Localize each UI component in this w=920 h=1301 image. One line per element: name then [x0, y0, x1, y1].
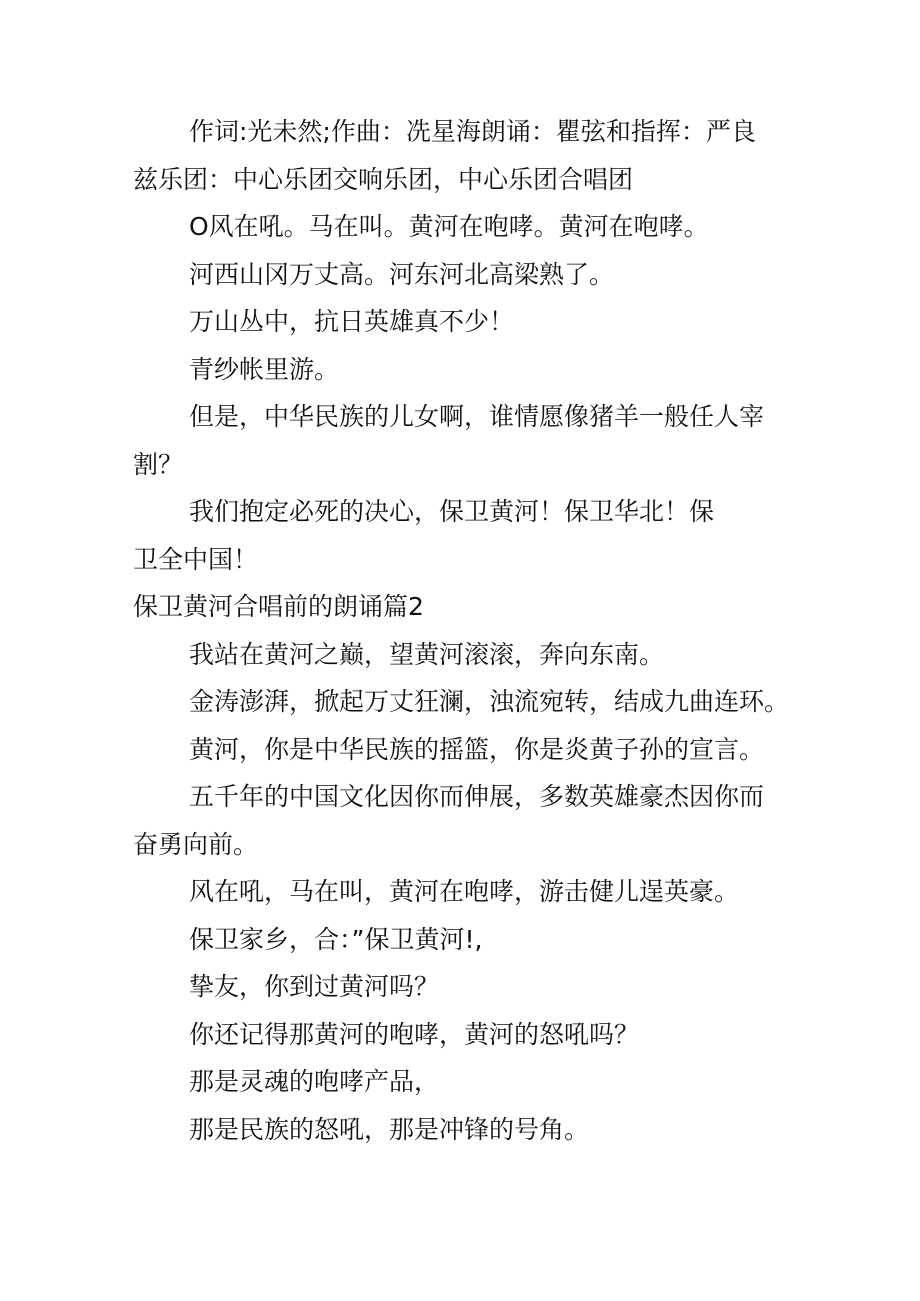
text-line-10: 卫全中国！ — [133, 544, 259, 574]
text-line-2: 兹乐团：中心乐团交响乐团，中心乐团合唱团 — [133, 164, 634, 194]
section-heading: 保卫黄河合唱前的朗诵篇2 — [133, 592, 424, 621]
text-line-18: 保卫家乡，合：”保卫黄河!, — [189, 924, 483, 954]
text-line-3: O风在吼。马在叫。黄河在咆哮。黄河在咆哮。 — [189, 212, 709, 241]
text-line-9: 我们抱定必死的决心，保卫黄河！保卫华北！保 — [189, 497, 715, 526]
text-line-14: 黄河，你是中华民族的摇篮，你是炎黄子孙的宣言。 — [189, 734, 765, 764]
document-body — [133, 108, 793, 1153]
text-line-21: 那是灵魂的咆哮产品， — [189, 1067, 440, 1096]
text-line-5: 万山丛中，抗日英雄真不少！ — [189, 307, 515, 336]
text-line-7: 但是，中华民族的儿女啊，谁情愿像猪羊一般任人宰 — [189, 402, 765, 431]
text-line-22: 那是民族的怒吼，那是冲锋的号角。 — [189, 1114, 590, 1144]
text-line-8: 割？ — [133, 449, 184, 479]
text-line-17: 风在吼，马在叫，黄河在咆哮，游击健儿逞英豪。 — [189, 877, 740, 906]
text-line-20: 你还记得那黄河的咆哮，黄河的怒吼吗？ — [189, 1019, 640, 1049]
text-line-13: 金涛澎湃，掀起万丈狂澜，浊流宛转，结成九曲连环。 — [189, 687, 790, 716]
text-line-6: 青纱帐里游。 — [189, 354, 340, 384]
text-line-4: 河西山冈万丈高。河东河北高梁熟了。 — [189, 259, 615, 289]
text-line-16: 奋勇向前。 — [133, 829, 259, 859]
text-line-15: 五千年的中国文化因你而伸展，多数英雄豪杰因你而 — [189, 782, 765, 811]
text-line-19: 挚友，你到过黄河吗？ — [189, 972, 440, 1001]
text-line-1: 作词:光未然;作曲：冼星海朗诵：瞿弦和指挥：严良 — [189, 117, 756, 146]
text-line-12: 我站在黄河之巅，望黄河滚滚，奔向东南。 — [189, 639, 665, 669]
